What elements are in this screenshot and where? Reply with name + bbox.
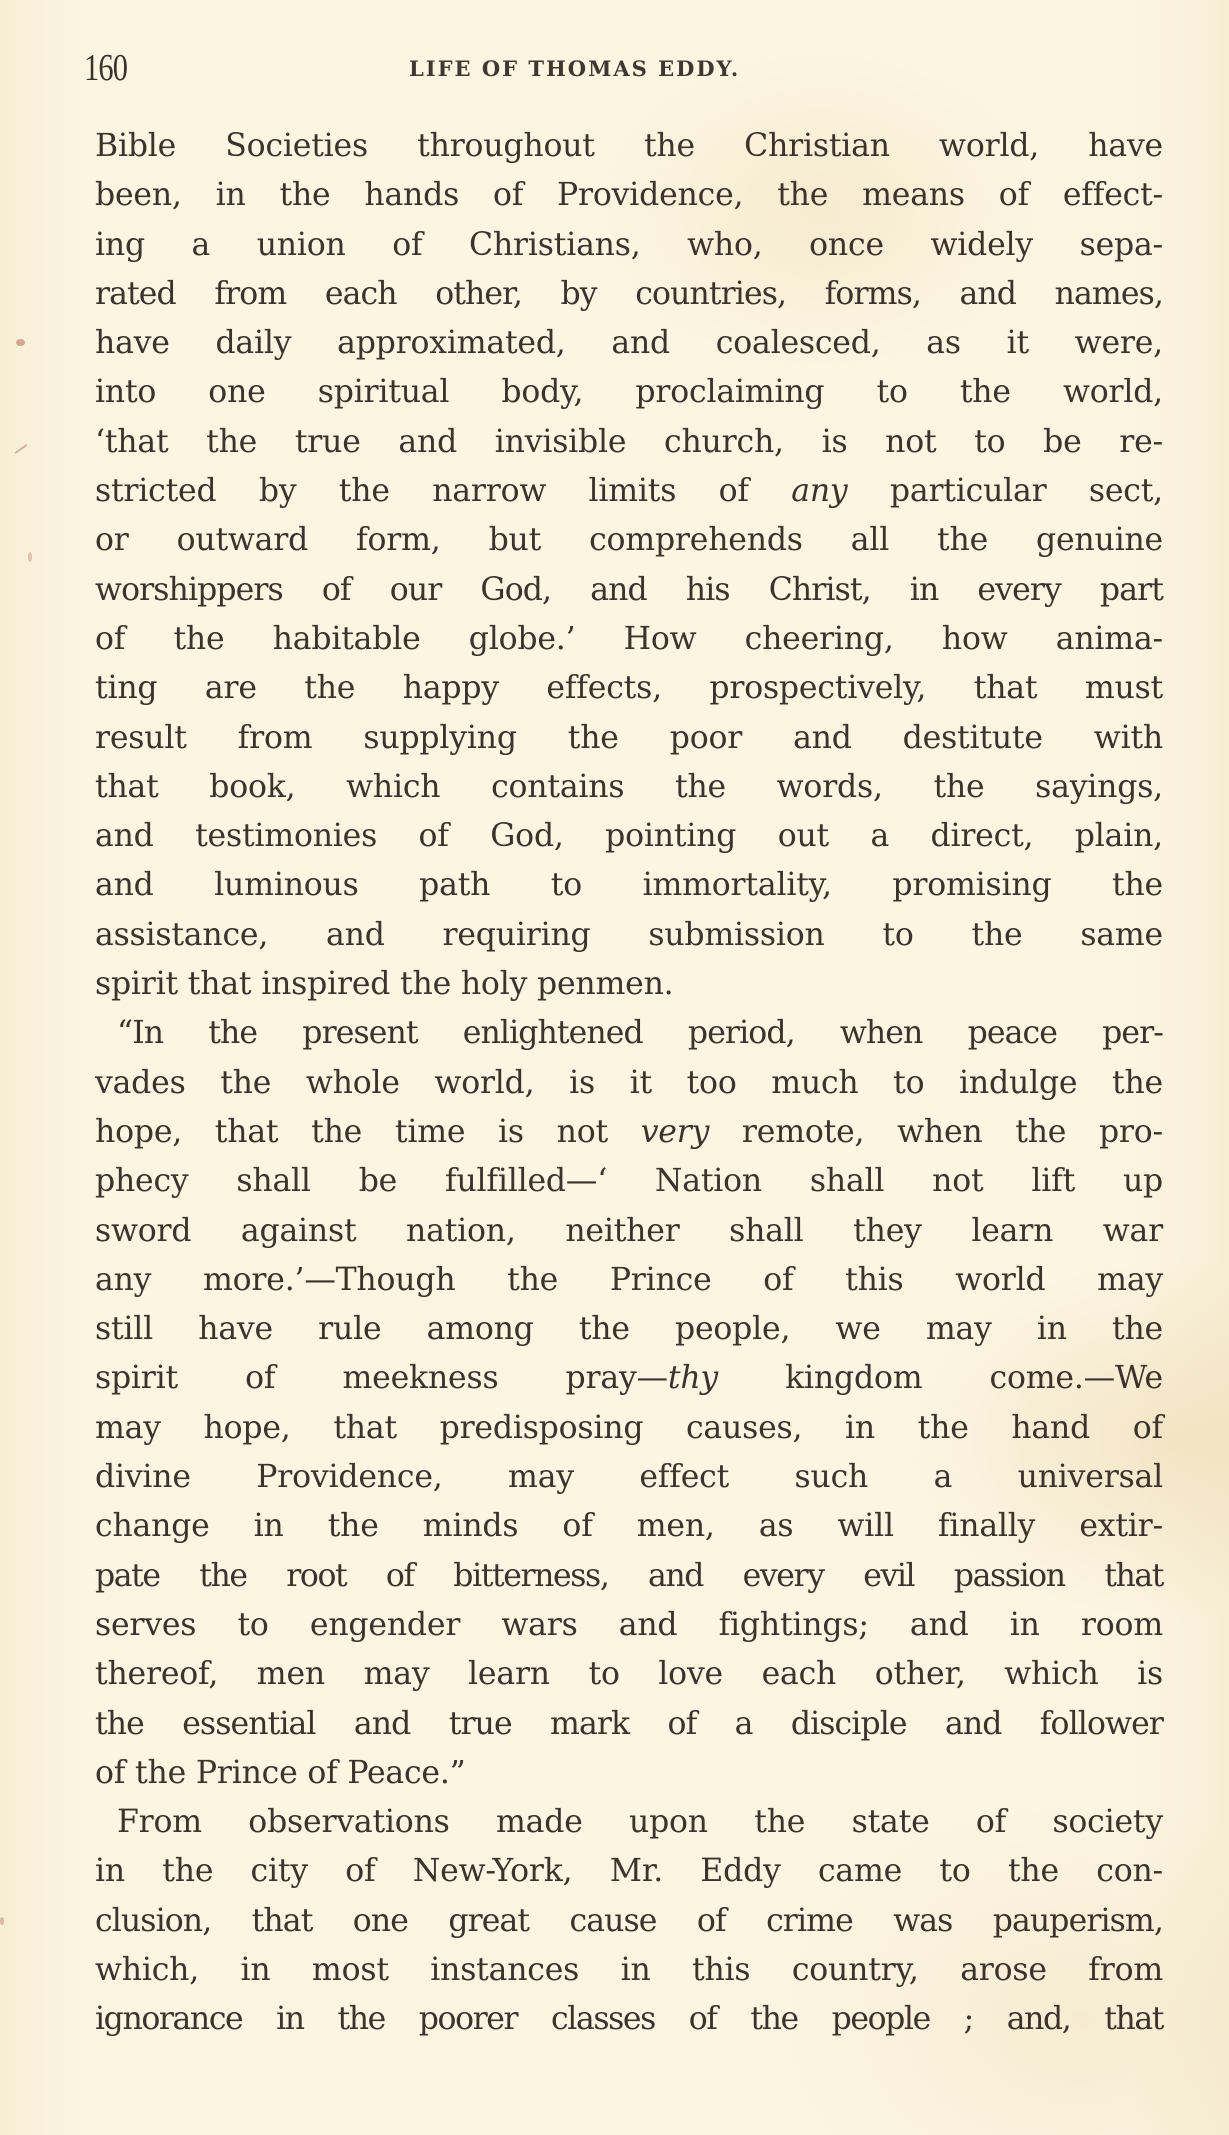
- foxing-spot: [16, 339, 25, 346]
- text-segment: spirit of meekness pray—: [95, 1360, 668, 1397]
- text-line: thereof, men may learn to love each other, which is: [95, 1656, 1163, 1693]
- text-line: clusion, that one great cause of crime was pauperism,: [95, 1902, 1163, 1939]
- text-line: [95, 1108, 1163, 1157]
- text-segment: stricted by the narrow limits of: [95, 473, 792, 510]
- text-line: worshippers of our God, and his Christ, in every part: [95, 571, 1163, 608]
- paper-mark: [15, 444, 28, 454]
- page-number: 160: [84, 47, 128, 89]
- text-line: [95, 1354, 1163, 1403]
- text-line: ‘that the true and invisible church, is not to be re-: [95, 423, 1163, 460]
- text-line: result from supplying the poor and destitute with: [95, 719, 1163, 756]
- text-segment: kingdom come.—We: [718, 1360, 1163, 1397]
- text-line: that book, which contains the words, the sayings,: [95, 768, 1163, 805]
- text-line: or outward form, but comprehends all the genuine: [95, 522, 1163, 559]
- running-head: LIFE OF THOMAS EDDY.: [409, 56, 741, 81]
- paper-mark: [28, 552, 32, 562]
- text-line: assistance, and requiring submission to the same: [95, 916, 1163, 953]
- text-segment: remote, when the pro-: [709, 1113, 1163, 1150]
- text-line: in the city of New-York, Mr. Eddy came to the con-: [95, 1853, 1163, 1890]
- text-line: “In the present enlightened period, when peace per-: [117, 1015, 1163, 1052]
- text-line: serves to engender wars and fightings; and in room: [95, 1606, 1163, 1643]
- text-line: rated from each other, by countries, forms, and names,: [95, 275, 1163, 312]
- text-line: divine Providence, may effect such a universal: [95, 1459, 1163, 1496]
- text-line: ing a union of Christians, who, once widely sepa-: [95, 226, 1163, 263]
- text-line: Bible Societies throughout the Christian world, have: [95, 128, 1163, 164]
- page-header: [84, 46, 1174, 89]
- text-line: [95, 467, 1163, 516]
- text-line: ignorance in the poorer classes of the people ; and, that: [95, 2001, 1163, 2038]
- text-line: any more.’—Though the Prince of this world may: [95, 1261, 1163, 1298]
- text-line: phecy shall be fulfilled—‘ Nation shall not lift up: [95, 1163, 1163, 1200]
- text-line: may hope, that predisposing causes, in the hand of: [95, 1409, 1163, 1446]
- text-line: ting are the happy effects, prospectively, that must: [95, 670, 1163, 707]
- text-segment: hope, that the time is not: [95, 1113, 641, 1150]
- text-line: the essential and true mark of a disciple and follower: [95, 1705, 1163, 1742]
- text-line: and luminous path to immortality, promising the: [95, 867, 1163, 904]
- text-line: of the Prince of Peace.”: [95, 1754, 466, 1791]
- text-line: and testimonies of God, pointing out a direct, plain,: [95, 818, 1163, 855]
- text-segment: particular sect,: [847, 473, 1163, 510]
- emphasis-text: any: [791, 473, 848, 510]
- paper-mark: [0, 1917, 4, 1925]
- text-line: been, in the hands of Providence, the means of effect-: [95, 177, 1163, 214]
- text-line: sword against nation, neither shall they learn war: [95, 1212, 1163, 1249]
- text-line: into one spiritual body, proclaiming to the world,: [95, 374, 1163, 411]
- text-line: of the habitable globe.’ How cheering, how anima-: [95, 620, 1163, 657]
- text-line: From observations made upon the state of society: [117, 1804, 1163, 1841]
- text-line: change in the minds of men, as will finally extir-: [95, 1508, 1163, 1545]
- text-line: vades the whole world, is it too much to indulge the: [95, 1064, 1163, 1101]
- emphasis-text: thy: [667, 1360, 719, 1397]
- text-line: have daily approximated, and coalesced, as it were,: [95, 325, 1163, 362]
- page-body: [95, 122, 1163, 2045]
- emphasis-text: very: [640, 1113, 710, 1150]
- text-line: which, in most instances in this country, arose from: [95, 1951, 1163, 1988]
- text-line: spirit that inspired the holy penmen.: [95, 966, 674, 1003]
- text-line: still have rule among the people, we may in the: [95, 1311, 1163, 1348]
- text-line: pate the root of bitterness, and every evil passion that: [95, 1557, 1163, 1594]
